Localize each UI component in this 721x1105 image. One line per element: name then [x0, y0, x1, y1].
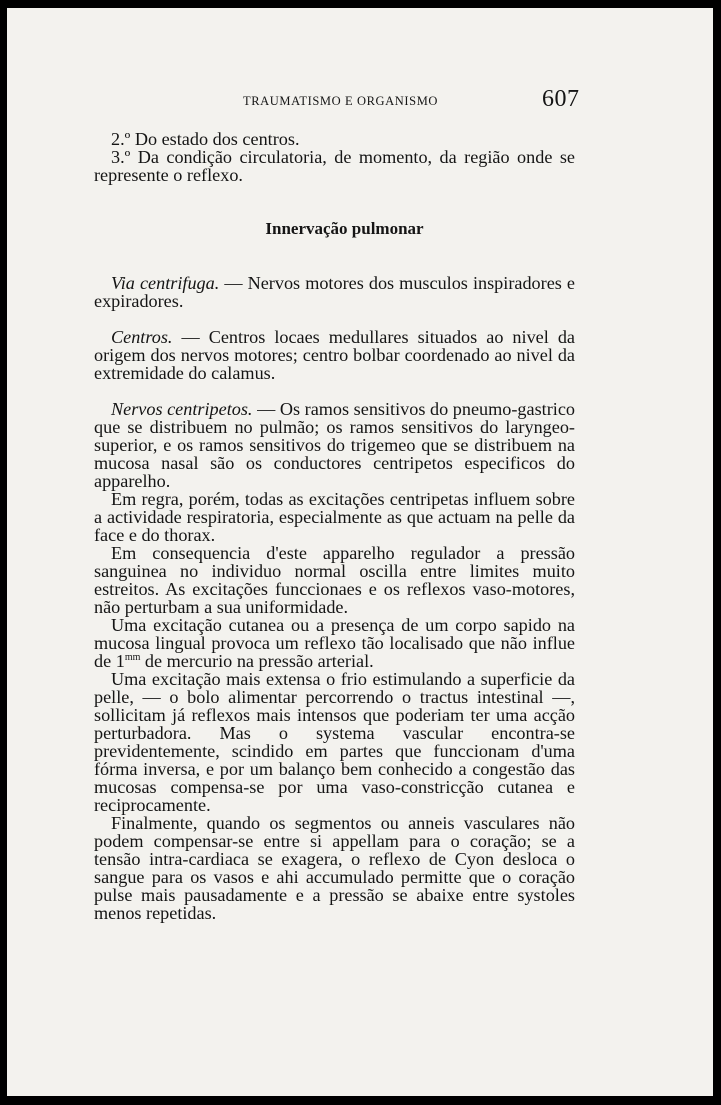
list-item: 2.º Do estado dos centros. — [111, 129, 300, 149]
term-centros: Centros. — [111, 327, 173, 347]
paragraph: Uma excitação mais extensa o frio estimulando a superficie da pelle, — o bolo alimentar percorrendo o tractus intestinal —, sollicitam já reflexos mais intensos que poderiam ter uma acção perturbadora. Mas o systema vascular encontra-se previdentemente, scindido em partes que funccionam d'uma fórma inversa, e por um balanço bem conhecido a congestão das mucosas compensa-se por uma vaso-constricção cutanea e reciprocamente. — [94, 669, 575, 815]
paragraph: Em regra, porém, todas as excitações centripetas influem sobre a actividade respiratoria, especialmente as que actuam na pelle da face e do thorax. — [94, 489, 575, 545]
book-page — [7, 8, 713, 1096]
paragraph-centros — [94, 328, 575, 382]
page-number: 607 — [542, 86, 580, 112]
term-via-centrifuga: Via centrifuga. — [111, 273, 220, 293]
section-heading: Innervação pulmonar — [265, 219, 424, 238]
list-item: 3.º Da condição circulatoria, de momento, da região onde se represente o reflexo. — [94, 147, 575, 185]
mm-superscript: mm — [124, 651, 141, 663]
term-nervos-centripetos: Nervos centripetos. — [111, 399, 253, 419]
p3-before: Uma excitação cutanea ou a presença de um corpo sapido na mucosa lingual provoca um reflexo tão localisado que não influe de 1 — [94, 615, 575, 671]
running-head: TRAUMATISMO E ORGANISMO — [243, 94, 439, 108]
paragraph-mercury — [94, 616, 575, 670]
nervos-text: — Os ramos sensitivos do pneumo-gastrico que se distribuem no pulmão; os ramos sensitivos do laryngeo-superior, e os ramos sensitivos do trigemeo que se distribuem na mucosa nasal são os conductores centripetos especificos do apparelho. — [94, 399, 575, 491]
paragraph: Finalmente, quando os segmentos ou anneis vasculares não podem compensar-se entre si appellam para o coração; se a tensão intra-cardiaca se exagera, o reflexo de Cyon desloca o sangue para os vasos e ahi accumulado permitte que o coração pulse mais pausadamente e a pressão se abaixe entre systoles menos repetidas. — [94, 813, 575, 923]
via-text: — Nervos motores dos musculos inspiradores e expiradores. — [94, 273, 575, 311]
body-text — [94, 130, 575, 922]
paragraph-nervos-centripetos — [94, 400, 575, 490]
paragraph-via-centrifuga — [94, 274, 575, 310]
centros-text: — Centros locaes medullares situados ao nivel da origem dos nervos motores; centro bolbar coordenado ao nivel da extremidade do calamus. — [94, 327, 575, 383]
paragraph: Em consequencia d'este apparelho regulador a pressão sanguinea no individuo normal oscilla entre limites muito estreitos. As excitações funccionaes e os reflexos vaso-motores, não perturbam a sua uniformidade. — [94, 543, 575, 617]
p3-after: de mercurio na pressão arterial. — [140, 651, 374, 671]
